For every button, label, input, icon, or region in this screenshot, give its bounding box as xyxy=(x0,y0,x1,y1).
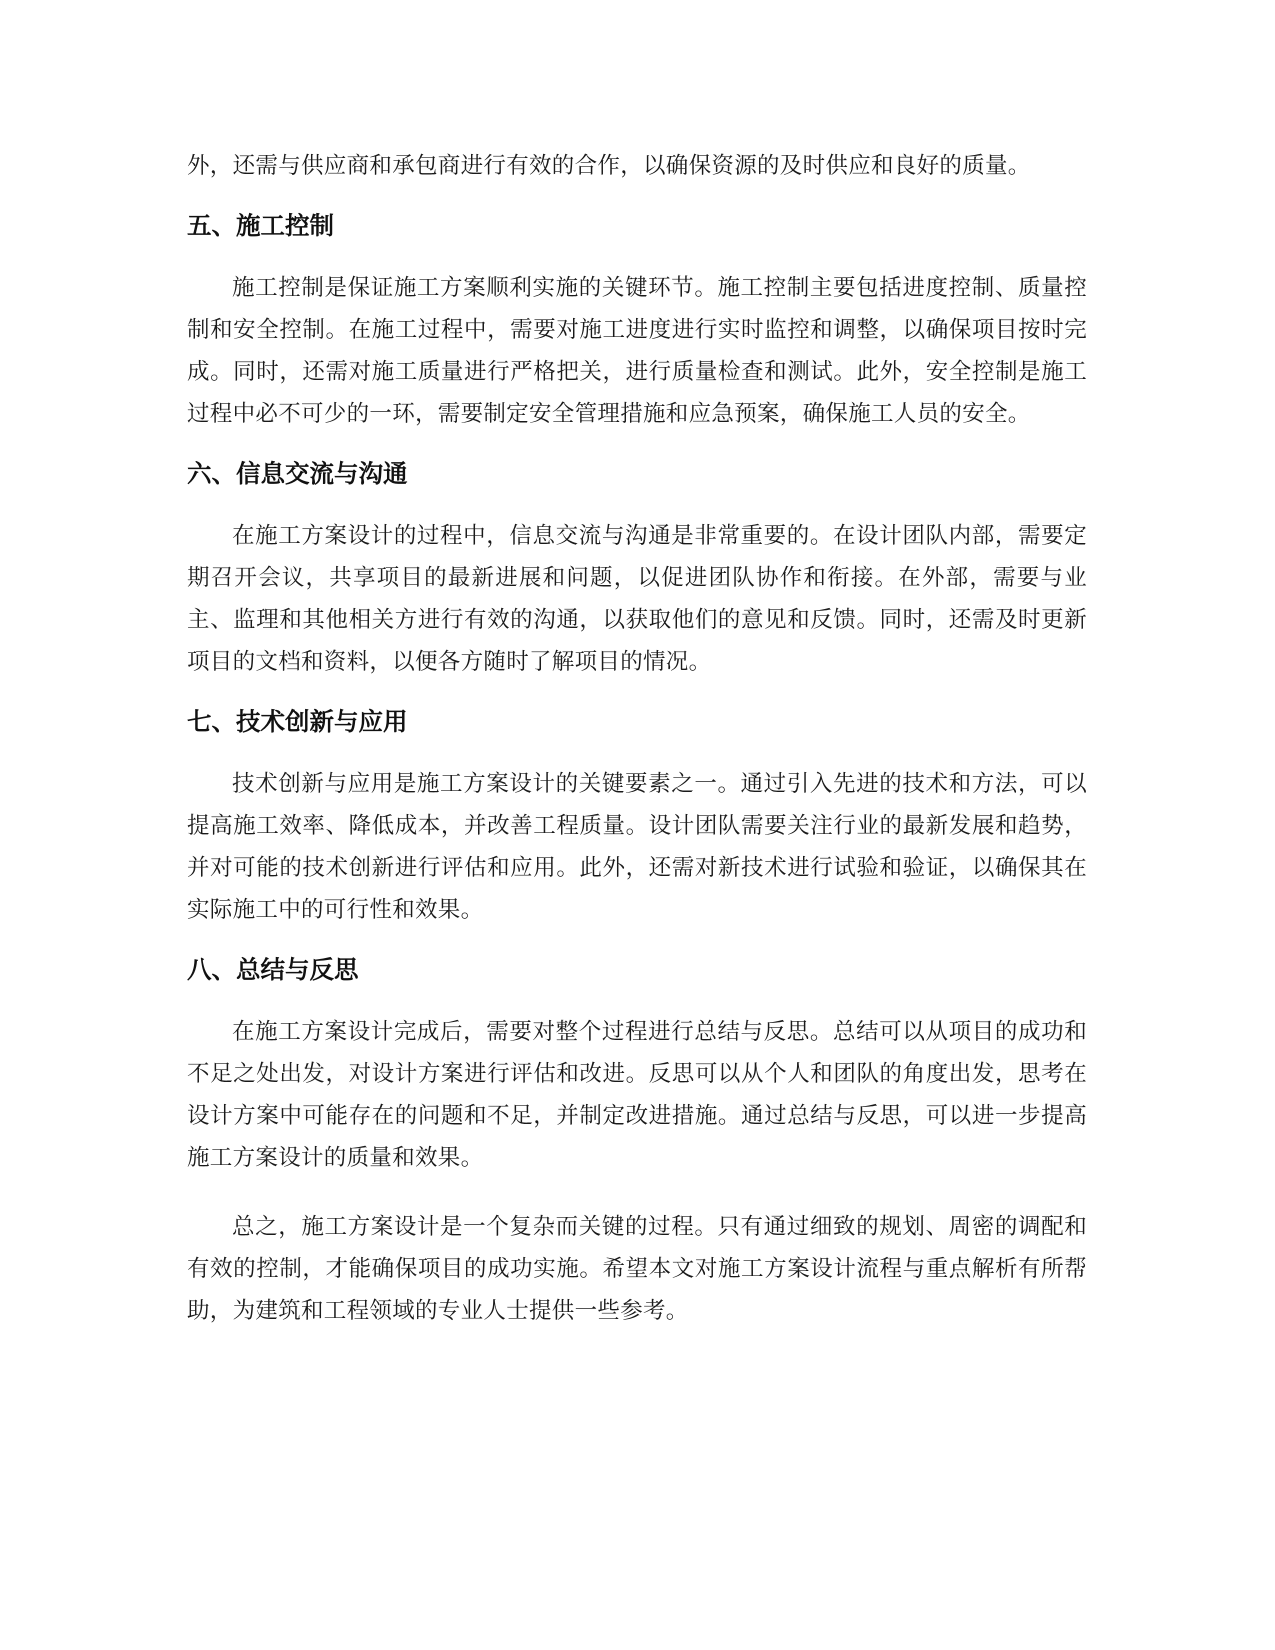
section-paragraph: 在施工方案设计的过程中，信息交流与沟通是非常重要的。在设计团队内部，需要定期召开会议，共享项目的最新进展和问题，以促进团队协作和衔接。在外部，需要与业主、监理和其他相关方进行有效的沟通，以获取他们的意见和反馈。同时，还需及时更新项目的文档和资料，以便各方随时了解项目的情况。 xyxy=(187,523,1087,675)
document-body xyxy=(187,145,1087,1332)
intro-paragraph: 外，还需与供应商和承包商进行有效的合作，以确保资源的及时供应和良好的质量。 xyxy=(187,153,1031,179)
section-heading-summary: 八、总结与反思 xyxy=(187,955,359,984)
section-paragraph: 在施工方案设计完成后，需要对整个过程进行总结与反思。总结可以从项目的成功和不足之处出发，对设计方案进行评估和改进。反思可以从个人和团队的角度出发，思考在设计方案中可能存在的问题和不足，并制定改进措施。通过总结与反思，可以进一步提高施工方案设计的质量和效果。 xyxy=(187,1019,1087,1171)
section-heading-construction-control: 五、施工控制 xyxy=(187,211,334,240)
section-paragraph: 技术创新与应用是施工方案设计的关键要素之一。通过引入先进的技术和方法，可以提高施工效率、降低成本，并改善工程质量。设计团队需要关注行业的最新发展和趋势，并对可能的技术创新进行评估和应用。此外，还需对新技术进行试验和验证，以确保其在实际施工中的可行性和效果。 xyxy=(187,771,1087,923)
section-heading-tech-innovation: 七、技术创新与应用 xyxy=(187,707,408,736)
section-paragraph: 施工控制是保证施工方案顺利实施的关键环节。施工控制主要包括进度控制、质量控制和安全控制。在施工过程中，需要对施工进度进行实时监控和调整，以确保项目按时完成。同时，还需对施工质量进行严格把关，进行质量检查和测试。此外，安全控制是施工过程中必不可少的一环，需要制定安全管理措施和应急预案，确保施工人员的安全。 xyxy=(187,275,1087,427)
section-heading-communication: 六、信息交流与沟通 xyxy=(187,459,408,488)
conclusion-paragraph: 总之，施工方案设计是一个复杂而关键的过程。只有通过细致的规划、周密的调配和有效的控制，才能确保项目的成功实施。希望本文对施工方案设计流程与重点解析有所帮助，为建筑和工程领域的专业人士提供一些参考。 xyxy=(187,1214,1087,1324)
